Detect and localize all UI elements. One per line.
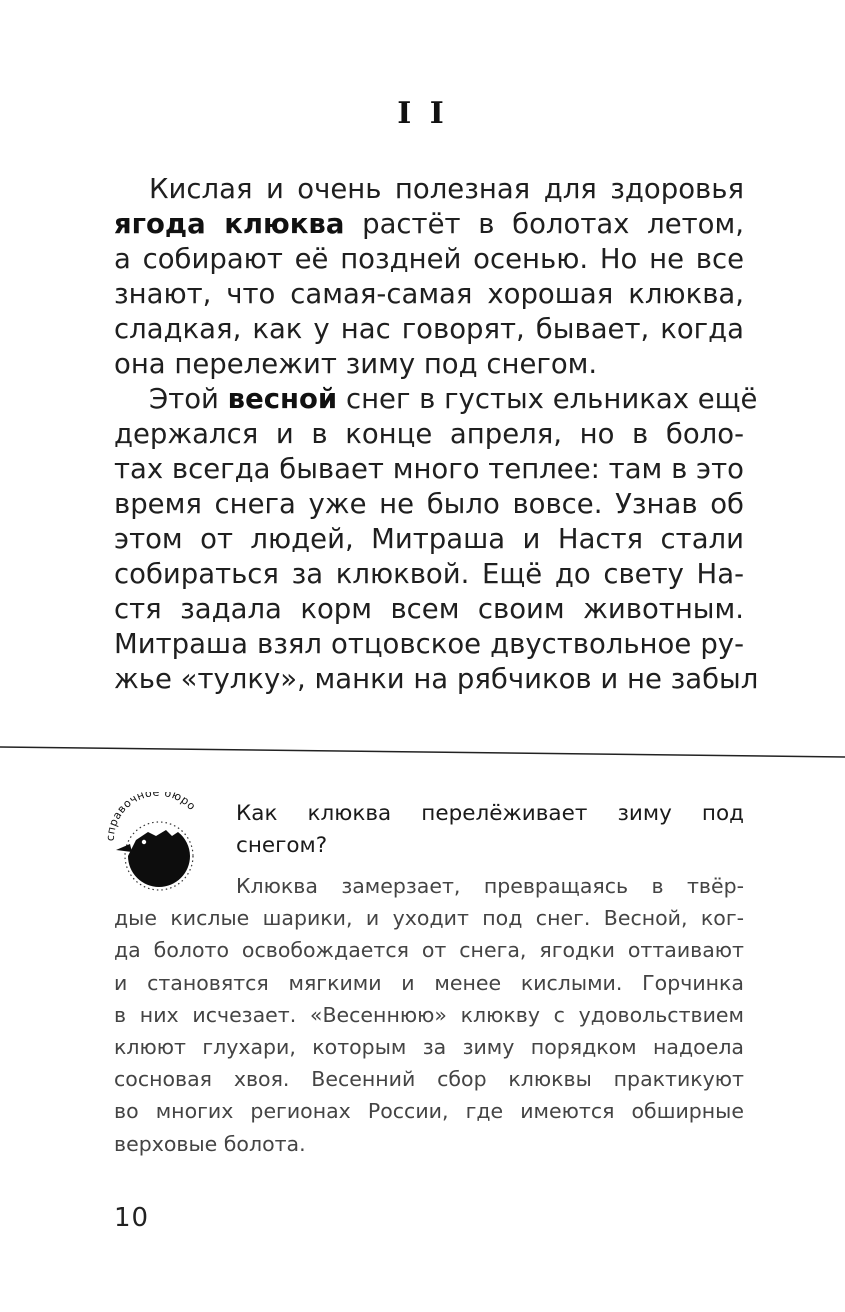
badge-text: справочное бюро	[103, 792, 199, 842]
question-line: снегом?	[236, 833, 328, 858]
text-line: сладкая, как у нас говорят, бывает, когда	[114, 313, 744, 345]
text-fragment: Этой	[149, 383, 228, 415]
text-line: а собирают её поздней осенью. Но не все	[114, 243, 744, 275]
text-line: знают, что самая-самая хорошая клюква,	[114, 278, 744, 310]
text-fragment: растёт в болотах летом,	[344, 208, 744, 240]
text-line: Кислая и очень полезная для здоровья	[149, 173, 744, 205]
main-text	[114, 172, 759, 697]
text-line: время снега уже не было вовсе. Узнав об	[114, 488, 744, 520]
answer-line: сосновая хвоя. Весенний сбор клюквы практикуют	[114, 1067, 744, 1092]
answer-line: да болото освобождается от снега, ягодки оттаивают	[114, 938, 744, 963]
answer-line: Клюква замерзает, превращаясь в твёр-	[236, 874, 744, 898]
answer-line: и становятся мягкими и менее кислыми. Горчинка	[114, 970, 744, 995]
text-line: держался и в конце апреля, но в боло-	[114, 418, 744, 450]
info-answer	[114, 870, 744, 1160]
text-line: собираться за клюквой. Ещё до свету На-	[114, 558, 744, 590]
info-question	[236, 798, 744, 862]
section-divider	[0, 747, 845, 749]
text-line	[114, 207, 744, 242]
text-line: она перележит зиму под снегом.	[114, 348, 598, 380]
text-line	[114, 382, 758, 417]
text-line: жье «тулку», манки на рябчиков и не забыл	[114, 663, 759, 695]
answer-line: в них исчезает. «Весеннюю» клюкву с удовольствием	[114, 1002, 744, 1027]
text-line: Митраша взял отцовское двуствольное ру-	[114, 628, 744, 660]
page-number: 10	[114, 1203, 150, 1233]
text-fragment: снег в густых ельниках ещё	[337, 383, 758, 415]
text-line: тах всегда бывает много теплее: там в это	[114, 453, 744, 485]
text-line: этом от людей, Митраша и Настя стали	[114, 523, 744, 555]
answer-line: дые кислые шарики, и уходит под снег. Весной, ког-	[114, 906, 744, 931]
paragraph-1	[114, 172, 744, 382]
answer-line: верховые болота.	[114, 1131, 306, 1156]
question-line: Как клюква перелёживает зиму под	[236, 801, 744, 826]
text-line: стя задала корм всем своим животным.	[114, 593, 744, 625]
paragraph-2	[114, 382, 759, 697]
answer-line: клюют глухари, которым за зиму порядком надоела	[114, 1034, 744, 1059]
answer-line: во многих регионах России, где имеются обширные	[114, 1099, 744, 1124]
bold-term: ягода клюква	[114, 208, 345, 240]
chapter-number: I I	[397, 96, 448, 131]
bold-term: весной	[227, 383, 338, 415]
